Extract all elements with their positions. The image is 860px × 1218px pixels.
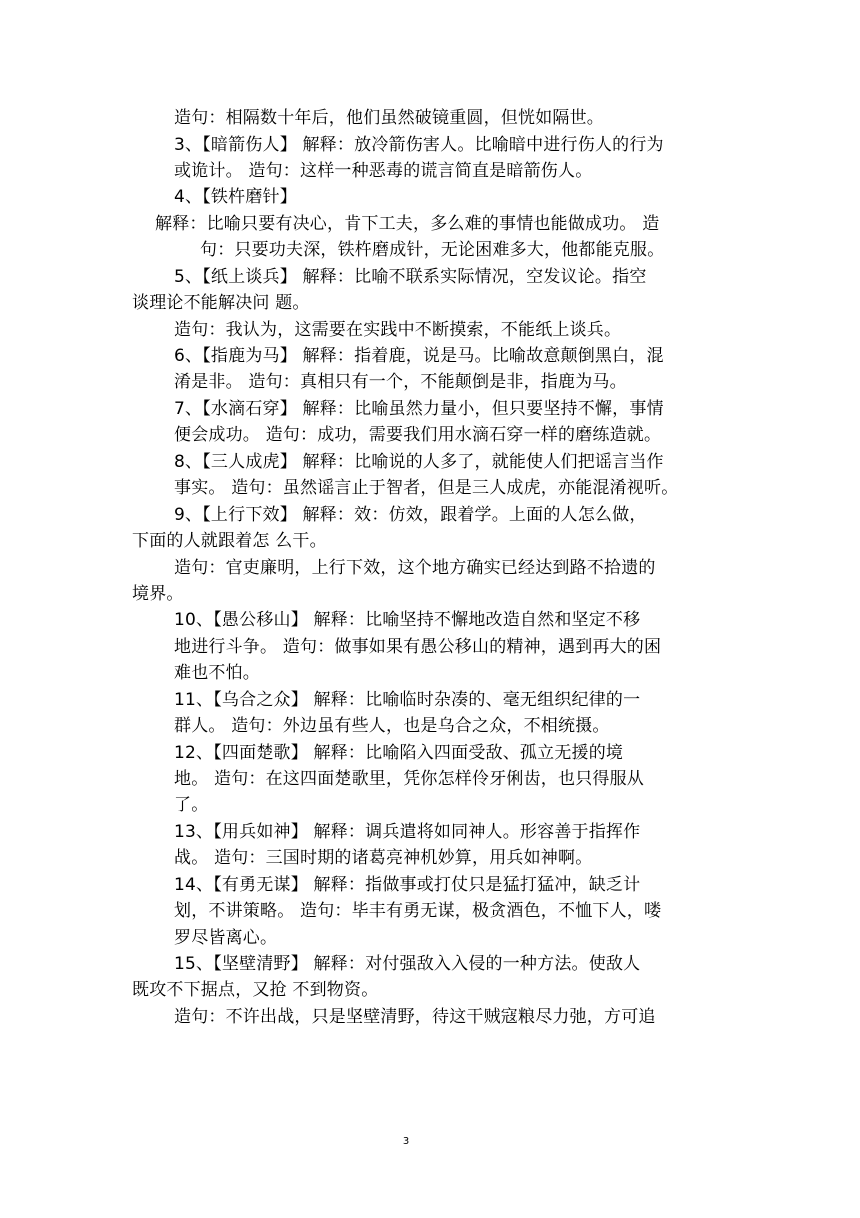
text-line: 造句：不许出战，只是坚壁清野，待这干贼寇粮尽力弛，方可追 [174,1007,656,1027]
text-line: 解释：比喻只要有决心，肯下工夫，多么难的事情也能做成功。 造 [155,214,660,234]
text-line: 或诡计。 造句：这样一种恶毒的谎言简直是暗箭伤人。 [174,161,593,181]
text-line: 地。 造句：在这四面楚歌里，凭你怎样伶牙俐齿，也只得服从 [174,769,645,789]
text-line: 造句：官吏廉明，上行下效，这个地方确实已经达到路不拾遗的 [174,558,656,578]
text-line: 14、【有勇无谋】 解释：指做事或打仗只是猛打猛冲，缺乏计 [174,875,641,895]
text-line: 9、【上行下效】 解释：效：仿效，跟着学。上面的人怎么做， [174,505,647,525]
text-line: 句：只要功夫深，铁杵磨成针，无论困难多大，他都能克服。 [200,240,665,260]
text-line: 造句：我认为，这需要在实践中不断摸索，不能纸上谈兵。 [174,320,622,340]
text-line: 战。 造句：三国时期的诸葛亮神机妙算，用兵如神啊。 [174,848,593,868]
text-line: 13、【用兵如神】 解释：调兵遣将如同神人。形容善于指挥作 [174,822,641,842]
text-line: 4、【铁杵磨针】 [174,187,297,207]
text-line: 10、【愚公移山】 解释：比喻坚持不懈地改造自然和坚定不移 [174,610,641,630]
text-line: 6、【指鹿为马】 解释：指着鹿，说是马。比喻故意颠倒黑白，混 [174,346,664,366]
text-line: 谈理论不能解决问 题。 [132,293,310,313]
text-line: 既攻不下据点，又抢 不到物资。 [132,980,379,1000]
text-line: 3、【暗箭伤人】 解释：放冷箭伤害人。比喻暗中进行伤人的行为 [174,135,664,155]
text-line: 12、【四面楚歌】 解释：比喻陷入四面受敌、孤立无援的境 [174,743,624,763]
text-line: 罗尽皆离心。 [174,928,278,948]
text-line: 造句：相隔数十年后，他们虽然破镜重圆，但恍如隔世。 [174,108,604,128]
text-line: 难也不怕。 [174,663,260,683]
text-line: 5、【纸上谈兵】 解释：比喻不联系实际情况，空发议论。指空 [174,267,647,287]
text-line: 了。 [174,795,209,815]
text-line: 淆是非。 造句：真相只有一个，不能颠倒是非，指鹿为马。 [174,372,627,392]
text-line: 11、【乌合之众】 解释：比喻临时杂凑的、毫无组织纪律的一 [174,690,641,710]
text-line: 15、【坚壁清野】 解释：对付强敌入入侵的一种方法。使敌人 [174,954,641,974]
text-line: 划，不讲策略。 造句：毕丰有勇无谋，极贪酒色，不恤下人，喽 [174,901,662,921]
text-line: 地进行斗争。 造句：做事如果有愚公移山的精神，遇到再大的困 [174,637,662,657]
text-line: 8、【三人成虎】 解释：比喻说的人多了，就能使人们把谣言当作 [174,452,664,472]
text-line: 下面的人就跟着怎 么干。 [132,531,327,551]
text-line: 群人。 造句：外边虽有些人，也是乌合之众，不相统摄。 [174,716,610,736]
page-number: 3 [402,1136,410,1147]
text-line: 7、【水滴石穿】 解释：比喻虽然力量小，但只要坚持不懈，事情 [174,399,664,419]
text-line: 事实。 造句：虽然谣言止于智者，但是三人成虎，亦能混淆视听。 [174,478,679,498]
text-line: 境界。 [132,584,184,604]
text-line: 便会成功。 造句：成功，需要我们用水滴石穿一样的磨练造就。 [174,425,662,445]
